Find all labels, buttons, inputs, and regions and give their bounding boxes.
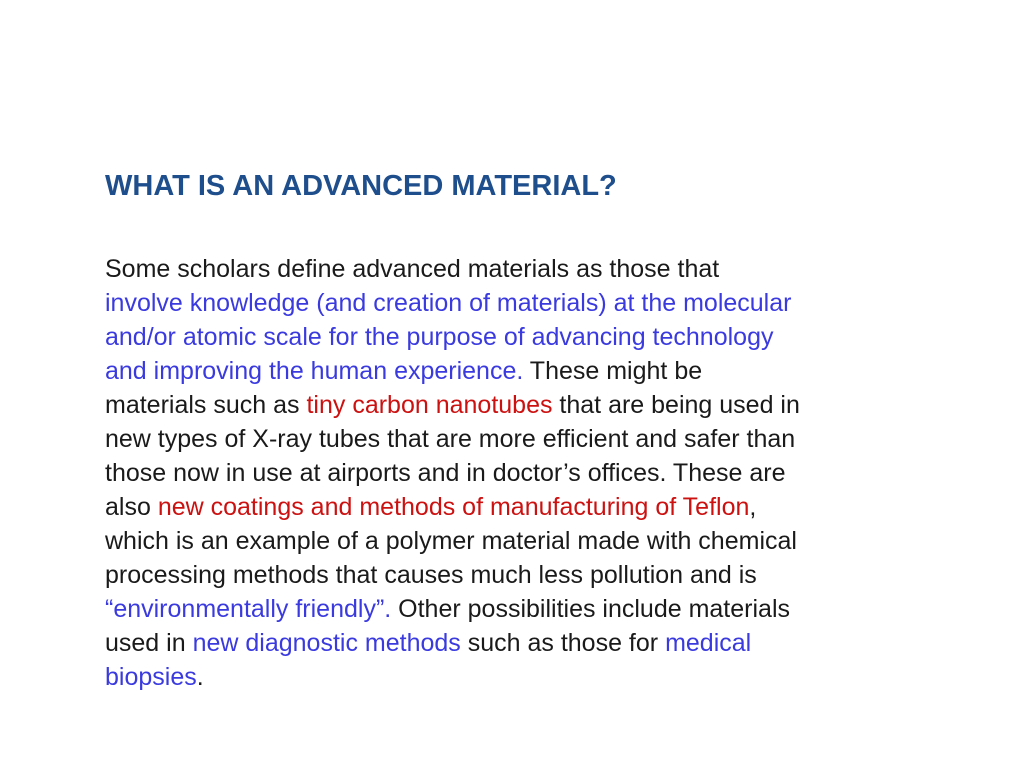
paragraph-line xyxy=(105,388,905,422)
slide-title: WHAT IS AN ADVANCED MATERIAL? xyxy=(105,170,617,202)
paragraph-line xyxy=(105,252,905,286)
text-segment: that are being used in xyxy=(552,391,800,419)
highlighted-phrase-blue: and/or atomic scale for the purpose of advancing technology xyxy=(105,323,774,351)
paragraph-line xyxy=(105,626,905,660)
paragraph-line xyxy=(105,490,905,524)
text-segment: materials such as xyxy=(105,391,307,419)
paragraph-line xyxy=(105,320,905,354)
text-segment: Other possibilities include materials xyxy=(391,595,790,623)
text-segment: . xyxy=(196,663,204,691)
highlighted-phrase-blue: and improving the human experience. xyxy=(105,357,524,385)
text-segment: new types of X-ray tubes that are more efficient and safer than xyxy=(105,425,796,453)
paragraph-line xyxy=(105,354,905,388)
paragraph-line xyxy=(105,524,905,558)
paragraph-line xyxy=(105,558,905,592)
highlighted-phrase-blue: biopsies xyxy=(105,663,197,691)
text-segment: processing methods that causes much less pollution and is xyxy=(105,561,757,589)
highlighted-phrase-red: tiny carbon nanotubes xyxy=(306,391,553,419)
text-segment: , xyxy=(749,493,757,521)
paragraph-line xyxy=(105,660,905,694)
text-segment: those now in use at airports and in doctor’s offices. These are xyxy=(105,459,786,487)
paragraph-line xyxy=(105,456,905,490)
highlighted-phrase-blue: medical xyxy=(665,629,752,657)
slide-body-paragraph xyxy=(105,252,905,694)
text-segment: also xyxy=(105,493,158,521)
text-segment: These might be xyxy=(523,357,703,385)
highlighted-phrase-blue: “environmentally friendly”. xyxy=(105,595,392,623)
paragraph-line xyxy=(105,592,905,626)
text-segment: which is an example of a polymer material made with chemical xyxy=(105,527,797,555)
paragraph-line xyxy=(105,286,905,320)
text-segment: used in xyxy=(105,629,193,657)
text-segment: Some scholars define advanced materials as those that xyxy=(105,255,720,283)
highlighted-phrase-blue: new diagnostic methods xyxy=(192,629,461,657)
highlighted-phrase-red: new coatings and methods of manufacturing of Teflon xyxy=(157,493,750,521)
paragraph-line xyxy=(105,422,905,456)
highlighted-phrase-blue: involve knowledge (and creation of materials) at the molecular xyxy=(105,289,792,317)
text-segment: such as those for xyxy=(460,629,666,657)
